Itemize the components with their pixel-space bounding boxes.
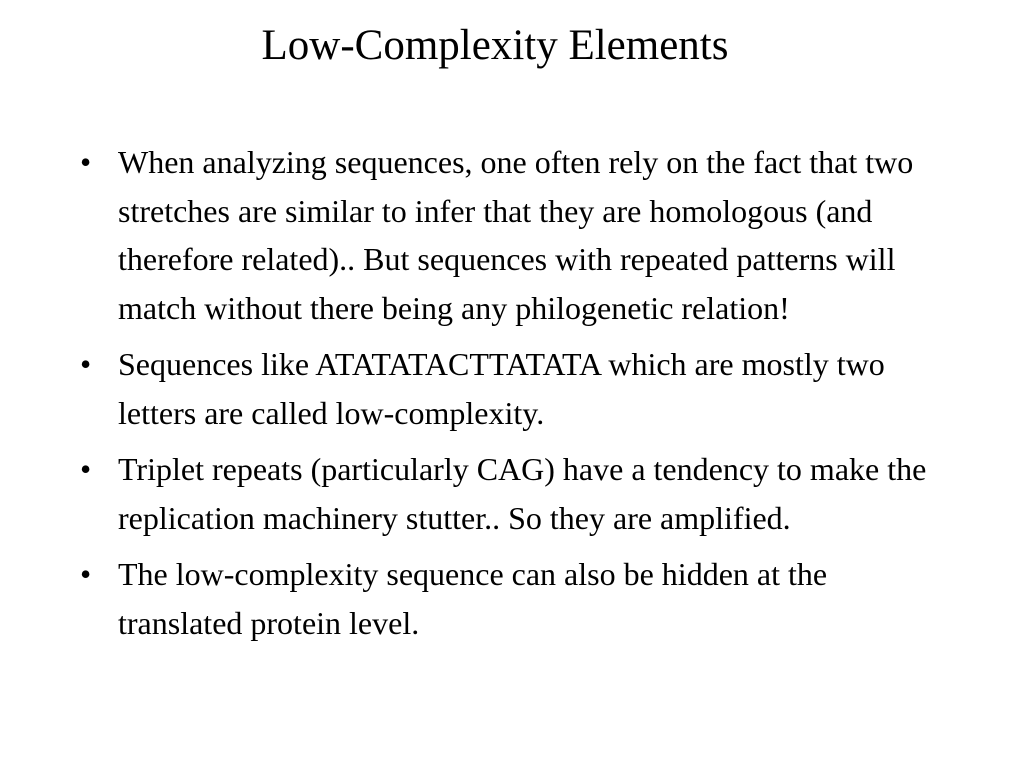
slide-title: Low-Complexity Elements — [261, 22, 729, 69]
bullet-marker: • — [80, 346, 92, 382]
bullet-item — [80, 445, 950, 542]
bullet-item — [80, 340, 950, 437]
bullet-text: Sequences like ATATATACTTATATA which are mostly two letters are called low-complexity. — [118, 346, 885, 431]
bullet-item — [80, 550, 950, 647]
bullet-text: When analyzing sequences, one often rely on the fact that two stretches are similar to infer that they are homologous (and therefore related).. But sequences with repeated patterns will match without there being any philogenetic relation! — [118, 144, 914, 326]
bullet-list — [80, 138, 950, 655]
bullet-marker: • — [80, 451, 92, 487]
bullet-text: The low-complexity sequence can also be hidden at the translated protein level. — [118, 556, 828, 641]
bullet-text: Triplet repeats (particularly CAG) have a tendency to make the replication machinery stutter.. So they are amplified. — [118, 451, 927, 536]
bullet-marker: • — [80, 556, 92, 592]
bullet-item — [80, 138, 950, 332]
bullet-marker: • — [80, 144, 92, 180]
